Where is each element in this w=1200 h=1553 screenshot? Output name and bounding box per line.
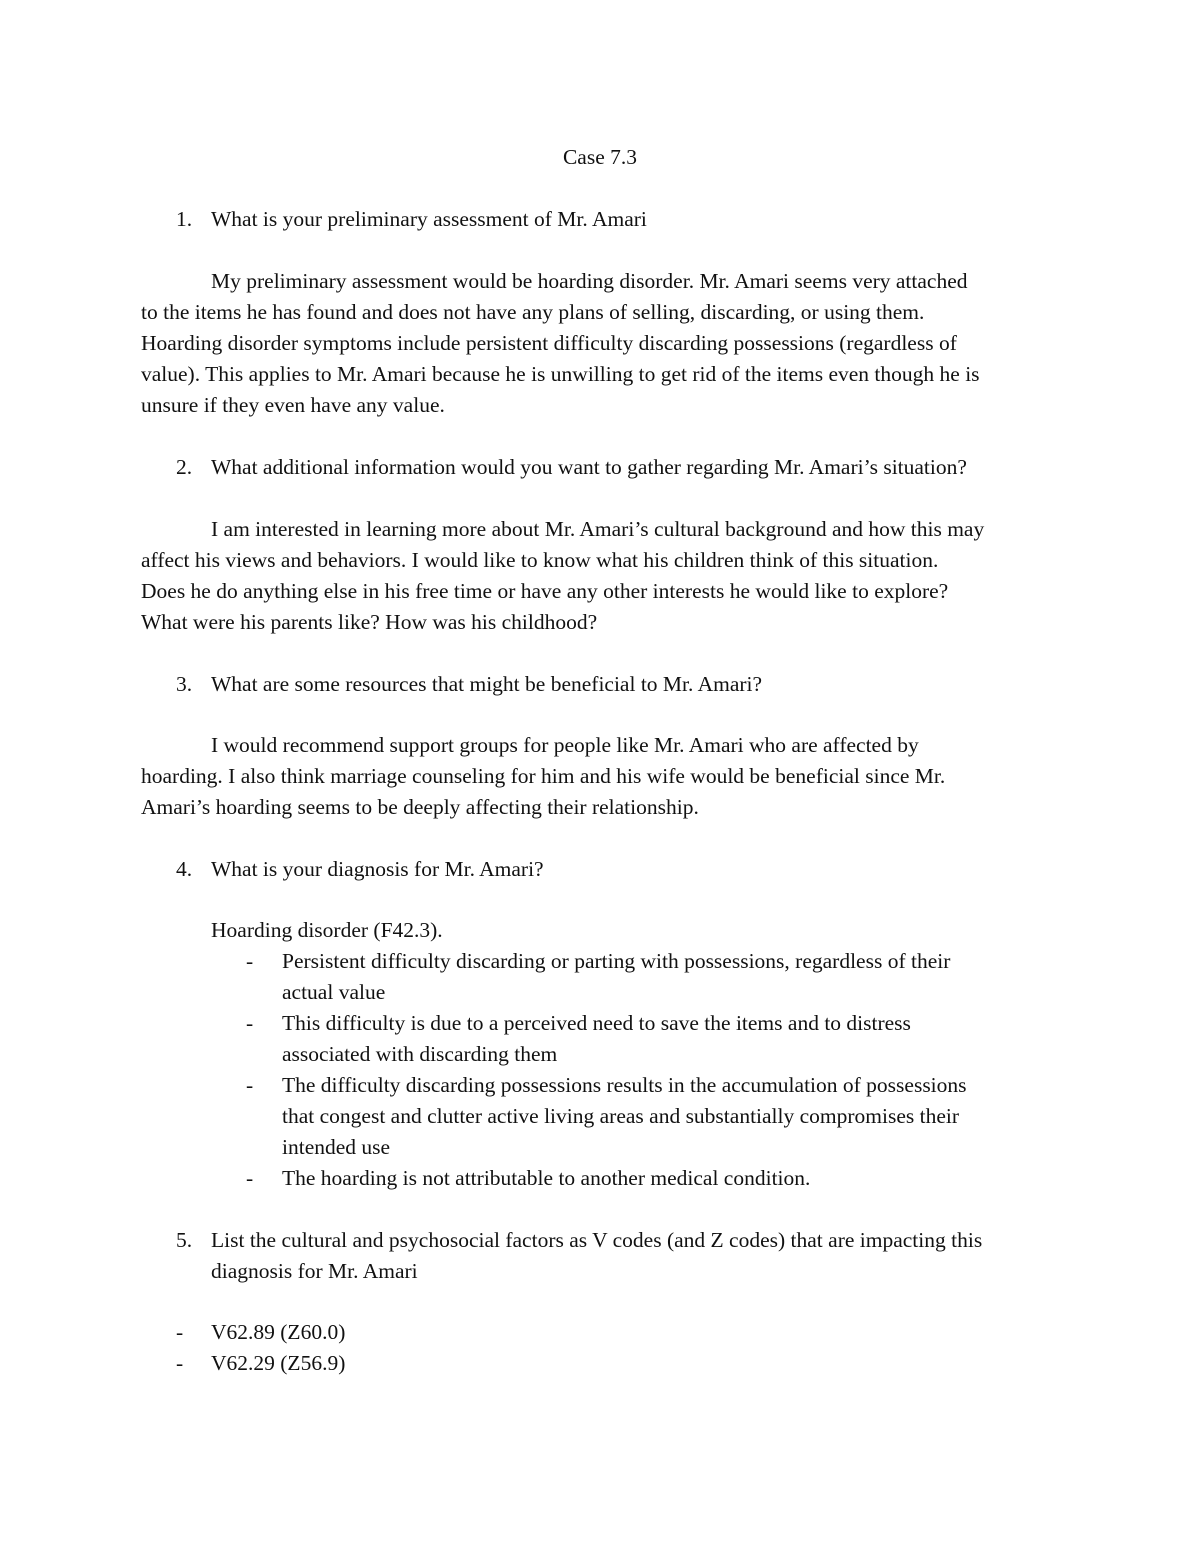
- answer-2-line: Does he do anything else in his free time or have any other interests he would like to explore?: [141, 579, 949, 603]
- question-number-4: 4.: [176, 857, 193, 881]
- criterion-line: associated with discarding them: [282, 1042, 558, 1066]
- code-item: V62.29 (Z56.9): [211, 1351, 346, 1375]
- criterion-line: intended use: [282, 1135, 391, 1159]
- bullet-marker: -: [246, 1166, 254, 1190]
- question-1-text: What is your preliminary assessment of Mr. Amari: [211, 207, 647, 231]
- criterion-line: The hoarding is not attributable to another medical condition.: [282, 1166, 811, 1190]
- question-5-text: diagnosis for Mr. Amari: [211, 1259, 418, 1283]
- bullet-marker: -: [176, 1320, 184, 1344]
- answer-1-line: to the items he has found and does not have any plans of selling, discarding, or using them.: [141, 300, 925, 324]
- criterion-line: The difficulty discarding possessions results in the accumulation of possessions: [282, 1073, 967, 1097]
- answer-2-line: I am interested in learning more about Mr. Amari’s cultural background and how this may: [211, 517, 985, 541]
- question-number-1: 1.: [176, 207, 193, 231]
- criterion-line: actual value: [282, 980, 386, 1004]
- answer-1-line: unsure if they even have any value.: [141, 393, 445, 417]
- criterion-line: that congest and clutter active living areas and substantially compromises their: [282, 1104, 960, 1128]
- answer-1-line: Hoarding disorder symptoms include persistent difficulty discarding possessions (regardless of: [141, 331, 957, 355]
- answer-2-line: affect his views and behaviors. I would like to know what his children think of this situation.: [141, 548, 939, 572]
- answer-1-line: value). This applies to Mr. Amari because he is unwilling to get rid of the items even though he is: [141, 362, 980, 386]
- question-5-text: List the cultural and psychosocial factors as V codes (and Z codes) that are impacting this: [211, 1228, 983, 1252]
- question-number-3: 3.: [176, 672, 193, 696]
- question-3-text: What are some resources that might be beneficial to Mr. Amari?: [211, 672, 763, 696]
- question-number-2: 2.: [176, 455, 193, 479]
- question-4-text: What is your diagnosis for Mr. Amari?: [211, 857, 544, 881]
- code-item: V62.89 (Z60.0): [211, 1320, 346, 1344]
- document-title: Case 7.3: [562, 145, 638, 169]
- bullet-marker: -: [246, 1011, 254, 1035]
- bullet-marker: -: [246, 1073, 254, 1097]
- bullet-marker: -: [246, 949, 254, 973]
- criterion-line: Persistent difficulty discarding or parting with possessions, regardless of their: [282, 949, 951, 973]
- answer-3-line: Amari’s hoarding seems to be deeply affecting their relationship.: [141, 795, 699, 819]
- question-number-5: 5.: [176, 1228, 193, 1252]
- criterion-line: This difficulty is due to a perceived need to save the items and to distress: [282, 1011, 911, 1035]
- answer-1-line: My preliminary assessment would be hoarding disorder. Mr. Amari seems very attached: [211, 269, 968, 293]
- answer-3-line: I would recommend support groups for people like Mr. Amari who are affected by: [211, 733, 919, 757]
- answer-2-line: What were his parents like? How was his childhood?: [141, 610, 598, 634]
- answer-3-line: hoarding. I also think marriage counseling for him and his wife would be beneficial since Mr.: [141, 764, 946, 788]
- question-2-text: What additional information would you want to gather regarding Mr. Amari’s situation?: [211, 455, 967, 479]
- bullet-marker: -: [176, 1351, 184, 1375]
- diagnosis-text: Hoarding disorder (F42.3).: [211, 918, 443, 942]
